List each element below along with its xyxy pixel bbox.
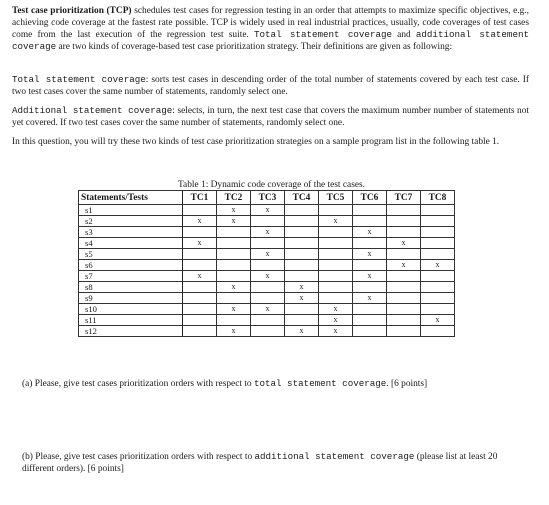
table-header-row bbox=[79, 191, 455, 205]
question-a-suffix: . [6 points] bbox=[386, 379, 428, 389]
intro-text-1: schedules test cases for regression testing in an order that attempts to maximize specific objectives, e.g., achieving code coverage at the fastest rate possible. TCP is widely used in real industrial practices, usually, code coverages of test cases come from the last execution of the regression test suite. bbox=[12, 6, 529, 40]
coverage-cell bbox=[319, 282, 353, 293]
coverage-cell bbox=[353, 216, 387, 227]
definition-additional-text: : selects, in turn, the next test case that covers the maximum number number of statements not yet covered. If two test cases cover the same number of statements, randomly select one. bbox=[12, 106, 530, 128]
coverage-cell: x bbox=[251, 304, 285, 315]
coverage-cell bbox=[251, 238, 285, 249]
intro-text-3: are two kinds of coverage-based test case prioritization strategy. Their definitions are given as following: bbox=[56, 42, 453, 52]
coverage-cell: x bbox=[353, 271, 387, 282]
coverage-cell bbox=[217, 293, 251, 304]
coverage-cell: x bbox=[319, 315, 353, 326]
question-a bbox=[22, 378, 527, 390]
coverage-cell: x bbox=[251, 249, 285, 260]
coverage-cell: x bbox=[387, 260, 421, 271]
coverage-cell bbox=[421, 205, 455, 216]
header-tc2: TC2 bbox=[217, 191, 251, 205]
coverage-cell bbox=[319, 238, 353, 249]
statement-label: s3 bbox=[79, 227, 183, 238]
table-body bbox=[79, 205, 455, 337]
coverage-cell bbox=[421, 326, 455, 337]
statement-label: s12 bbox=[79, 326, 183, 337]
coverage-cell bbox=[217, 238, 251, 249]
header-tc7: TC7 bbox=[387, 191, 421, 205]
statement-label: s5 bbox=[79, 249, 183, 260]
coverage-cell: x bbox=[387, 238, 421, 249]
coverage-cell bbox=[421, 282, 455, 293]
coverage-cell bbox=[421, 238, 455, 249]
table-row bbox=[79, 205, 455, 216]
coverage-cell: x bbox=[217, 205, 251, 216]
coverage-cell bbox=[421, 216, 455, 227]
table-row bbox=[79, 216, 455, 227]
coverage-cell bbox=[387, 304, 421, 315]
coverage-cell bbox=[251, 282, 285, 293]
coverage-cell bbox=[319, 227, 353, 238]
statement-label: s8 bbox=[79, 282, 183, 293]
coverage-cell bbox=[421, 271, 455, 282]
tcp-term: Test case prioritization (TCP) bbox=[12, 6, 132, 16]
coverage-cell bbox=[183, 260, 217, 271]
coverage-cell: x bbox=[421, 315, 455, 326]
definition-total-text: : sorts test cases in descending order of the total number of statements covered by each test case. If two test cases cover the same number of statements, randomly select one. bbox=[12, 75, 529, 97]
table-row bbox=[79, 227, 455, 238]
table-row bbox=[79, 271, 455, 282]
coverage-cell: x bbox=[319, 304, 353, 315]
coverage-cell: x bbox=[217, 282, 251, 293]
coverage-cell: x bbox=[251, 271, 285, 282]
statement-label: s4 bbox=[79, 238, 183, 249]
coverage-cell: x bbox=[183, 271, 217, 282]
coverage-cell: x bbox=[421, 260, 455, 271]
coverage-cell bbox=[251, 293, 285, 304]
coverage-cell bbox=[217, 227, 251, 238]
definition-total-term: Total statement coverage bbox=[12, 74, 146, 85]
statement-label: s11 bbox=[79, 315, 183, 326]
coverage-cell bbox=[353, 326, 387, 337]
coverage-cell: x bbox=[217, 304, 251, 315]
coverage-cell bbox=[217, 315, 251, 326]
coverage-cell bbox=[319, 271, 353, 282]
coverage-cell bbox=[421, 227, 455, 238]
coverage-cell: x bbox=[285, 282, 319, 293]
coverage-cell bbox=[285, 227, 319, 238]
header-tc1: TC1 bbox=[183, 191, 217, 205]
coverage-cell bbox=[285, 260, 319, 271]
coverage-cell bbox=[183, 293, 217, 304]
coverage-cell bbox=[387, 216, 421, 227]
coverage-cell bbox=[353, 304, 387, 315]
intro-text-2: and bbox=[392, 30, 416, 40]
coverage-cell bbox=[421, 304, 455, 315]
coverage-cell bbox=[285, 205, 319, 216]
header-tc3: TC3 bbox=[251, 191, 285, 205]
coverage-cell bbox=[183, 326, 217, 337]
header-statements-tests: Statements/Tests bbox=[79, 191, 183, 205]
header-tc6: TC6 bbox=[353, 191, 387, 205]
coverage-cell bbox=[217, 271, 251, 282]
table-row bbox=[79, 282, 455, 293]
question-b-suffix: (please list at least 20 different orders). [6 points] bbox=[22, 452, 498, 474]
statement-label: s9 bbox=[79, 293, 183, 304]
coverage-cell: x bbox=[217, 216, 251, 227]
header-tc4: TC4 bbox=[285, 191, 319, 205]
table-row bbox=[79, 238, 455, 249]
coverage-cell bbox=[285, 216, 319, 227]
coverage-cell: x bbox=[353, 293, 387, 304]
coverage-cell bbox=[319, 260, 353, 271]
coverage-cell bbox=[421, 249, 455, 260]
table-row bbox=[79, 260, 455, 271]
coverage-cell: x bbox=[251, 227, 285, 238]
coverage-cell: x bbox=[183, 238, 217, 249]
header-tc5: TC5 bbox=[319, 191, 353, 205]
intro-code-total: Total statement coverage bbox=[254, 29, 392, 40]
coverage-cell bbox=[285, 249, 319, 260]
coverage-cell bbox=[387, 271, 421, 282]
coverage-cell bbox=[285, 238, 319, 249]
coverage-cell: x bbox=[285, 326, 319, 337]
coverage-cell: x bbox=[183, 216, 217, 227]
coverage-cell bbox=[183, 205, 217, 216]
coverage-cell: x bbox=[285, 293, 319, 304]
question-b bbox=[22, 451, 527, 475]
definition-total bbox=[12, 74, 529, 98]
statement-label: s7 bbox=[79, 271, 183, 282]
coverage-cell bbox=[251, 216, 285, 227]
coverage-cell bbox=[353, 282, 387, 293]
coverage-cell bbox=[387, 249, 421, 260]
table-row bbox=[79, 293, 455, 304]
statement-label: s1 bbox=[79, 205, 183, 216]
table-row bbox=[79, 304, 455, 315]
coverage-cell bbox=[285, 304, 319, 315]
definition-additional-term: Additional statement coverage bbox=[12, 105, 173, 116]
coverage-cell bbox=[353, 205, 387, 216]
coverage-cell bbox=[387, 315, 421, 326]
coverage-cell bbox=[319, 205, 353, 216]
coverage-cell bbox=[217, 249, 251, 260]
coverage-cell bbox=[183, 282, 217, 293]
coverage-cell bbox=[251, 260, 285, 271]
coverage-cell bbox=[421, 293, 455, 304]
coverage-cell bbox=[183, 304, 217, 315]
coverage-cell bbox=[319, 293, 353, 304]
coverage-cell bbox=[319, 249, 353, 260]
question-b-code: additional statement coverage bbox=[254, 451, 415, 462]
coverage-cell: x bbox=[217, 326, 251, 337]
coverage-cell bbox=[353, 260, 387, 271]
coverage-cell: x bbox=[319, 216, 353, 227]
table-row bbox=[79, 326, 455, 337]
statement-label: s2 bbox=[79, 216, 183, 227]
coverage-cell bbox=[285, 271, 319, 282]
coverage-cell: x bbox=[251, 205, 285, 216]
coverage-cell: x bbox=[353, 249, 387, 260]
intro-paragraph bbox=[12, 5, 529, 53]
coverage-cell bbox=[387, 326, 421, 337]
table-row bbox=[79, 315, 455, 326]
definition-additional bbox=[12, 105, 529, 129]
intro-code-additional: additional statement coverage bbox=[12, 29, 529, 52]
coverage-cell bbox=[353, 238, 387, 249]
header-tc8: TC8 bbox=[421, 191, 455, 205]
coverage-cell bbox=[353, 315, 387, 326]
coverage-cell bbox=[387, 205, 421, 216]
coverage-cell bbox=[217, 260, 251, 271]
coverage-cell bbox=[183, 249, 217, 260]
statement-label: s6 bbox=[79, 260, 183, 271]
question-b-text: (b) Please, give test cases prioritization orders with respect to bbox=[22, 452, 255, 462]
coverage-cell bbox=[285, 315, 319, 326]
question-a-text: (a) Please, give test cases prioritization orders with respect to bbox=[22, 379, 254, 389]
table-row bbox=[79, 249, 455, 260]
coverage-cell: x bbox=[319, 326, 353, 337]
coverage-cell bbox=[387, 293, 421, 304]
coverage-cell: x bbox=[353, 227, 387, 238]
coverage-cell bbox=[183, 227, 217, 238]
coverage-cell bbox=[251, 326, 285, 337]
coverage-cell bbox=[387, 282, 421, 293]
statement-label: s10 bbox=[79, 304, 183, 315]
coverage-table bbox=[78, 190, 455, 337]
coverage-cell bbox=[387, 227, 421, 238]
instruction-paragraph: In this question, you will try these two kinds of test case prioritization strategies on a sample program list in the following table 1. bbox=[12, 137, 500, 147]
table-caption: Table 1: Dynamic code coverage of the test cases. bbox=[177, 180, 366, 190]
coverage-cell bbox=[183, 315, 217, 326]
question-a-code: total statement coverage bbox=[253, 378, 387, 389]
coverage-cell bbox=[251, 315, 285, 326]
